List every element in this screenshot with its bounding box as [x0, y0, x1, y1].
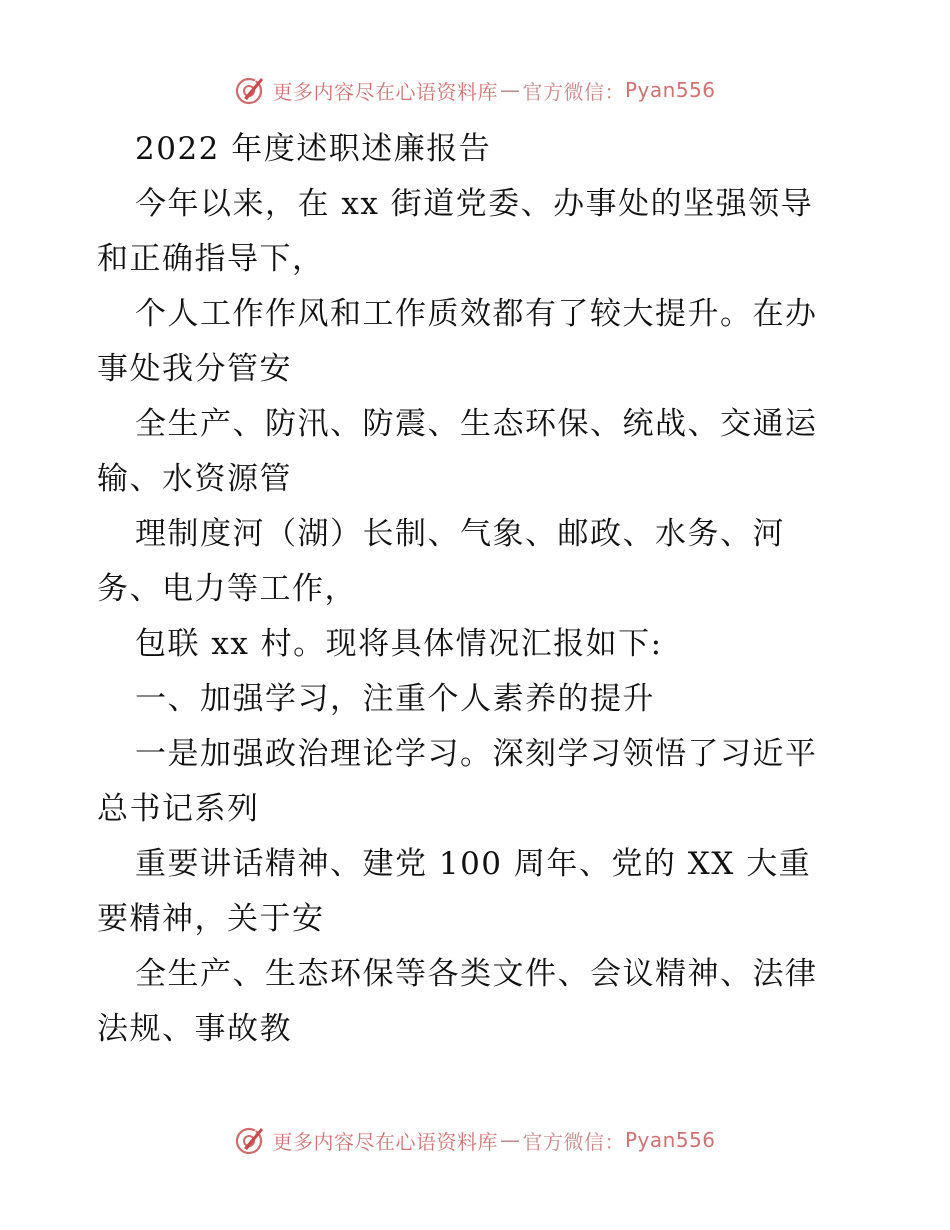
paragraph-line: 要精神，关于安	[97, 901, 325, 937]
paragraph-line: 法规、事故教	[97, 1011, 292, 1047]
paragraph-line: 输、水资源管	[97, 461, 292, 497]
watermark-separator: —	[499, 78, 521, 102]
feather-pen-circle-icon	[234, 1124, 266, 1156]
watermark-sub-text: 官方微信：	[522, 1129, 625, 1154]
watermark-footer	[0, 1124, 950, 1156]
paragraph-line: 全生产、防汛、防震、生态环保、统战、交通运	[135, 406, 818, 442]
watermark-separator: —	[499, 1128, 521, 1152]
watermark-main-text: 更多内容尽在心语资料库	[272, 1129, 498, 1154]
paragraph-line: 事处我分管安	[97, 351, 292, 387]
section-heading: 一、加强学习，注重个人素养的提升	[135, 681, 655, 717]
paragraph-line: 总书记系列	[97, 791, 260, 827]
paragraph-line: 个人工作作风和工作质效都有了较大提升。在办	[135, 296, 818, 332]
watermark-header	[0, 74, 950, 106]
feather-pen-circle-icon	[234, 74, 266, 106]
watermark-id: Pyan556	[624, 78, 716, 102]
paragraph-line: 务、电力等工作，	[97, 571, 357, 607]
paragraph-line: 理制度河（湖）长制、气象、邮政、水务、河	[135, 516, 785, 552]
paragraph-line: 今年以来，在 xx 街道党委、办事处的坚强领导	[135, 186, 814, 222]
watermark-main-text: 更多内容尽在心语资料库	[272, 79, 498, 104]
doc-title: 2022 年度述职述廉报告	[135, 131, 492, 167]
paragraph-line: 全生产、生态环保等各类文件、会议精神、法律	[135, 956, 818, 992]
watermark-id: Pyan556	[624, 1128, 716, 1152]
watermark-sub-text: 官方微信：	[522, 79, 625, 104]
paragraph-line: 包联 xx 村。现将具体情况汇报如下:	[135, 626, 663, 662]
paragraph-line: 一是加强政治理论学习。深刻学习领悟了习近平	[135, 736, 818, 772]
paragraph-line: 重要讲话精神、建党 100 周年、党的 XX 大重	[135, 846, 812, 882]
document-body	[97, 122, 867, 1057]
paragraph-line: 和正确指导下，	[97, 241, 325, 277]
